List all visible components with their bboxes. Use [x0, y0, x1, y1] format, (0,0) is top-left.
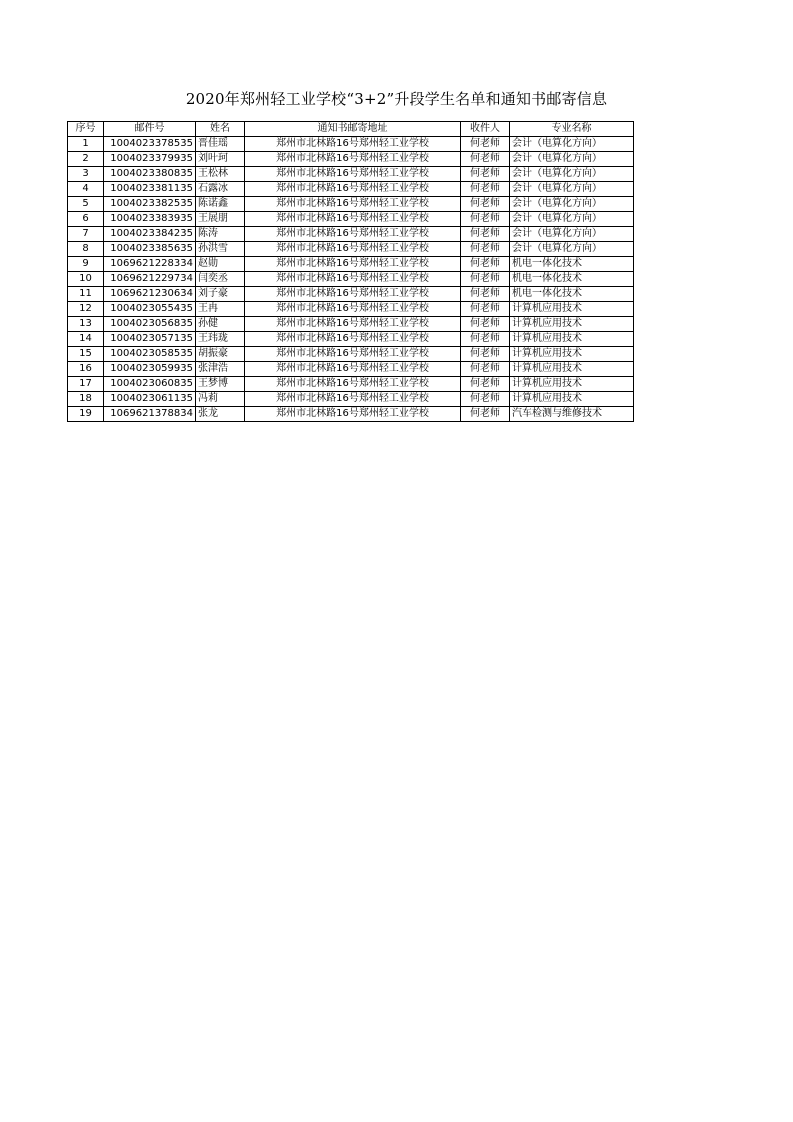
cell-mail-no: 1004023060835 [104, 377, 196, 392]
cell-mail-no: 1004023379935 [104, 152, 196, 167]
cell-major: 计算机应用技术 [510, 347, 634, 362]
cell-major: 会计（电算化方向） [510, 212, 634, 227]
cell-seq: 3 [68, 167, 104, 182]
cell-seq: 8 [68, 242, 104, 257]
cell-address: 郑州市北林路16号郑州轻工业学校 [245, 242, 461, 257]
cell-recipient: 何老师 [461, 272, 510, 287]
table-row [68, 407, 634, 422]
table-row [68, 182, 634, 197]
cell-name: 赵勋 [196, 257, 245, 272]
header-recipient: 收件人 [461, 122, 510, 137]
cell-name: 晋佳瑶 [196, 137, 245, 152]
header-name: 姓名 [196, 122, 245, 137]
cell-recipient: 何老师 [461, 242, 510, 257]
cell-major: 会计（电算化方向） [510, 137, 634, 152]
cell-major: 会计（电算化方向） [510, 182, 634, 197]
cell-address: 郑州市北林路16号郑州轻工业学校 [245, 197, 461, 212]
cell-mail-no: 1004023055435 [104, 302, 196, 317]
cell-name: 刘叶珂 [196, 152, 245, 167]
cell-major: 计算机应用技术 [510, 362, 634, 377]
header-mail-no: 邮件号 [104, 122, 196, 137]
cell-recipient: 何老师 [461, 407, 510, 422]
table-row [68, 227, 634, 242]
cell-address: 郑州市北林路16号郑州轻工业学校 [245, 137, 461, 152]
cell-major: 计算机应用技术 [510, 332, 634, 347]
cell-name: 胡振豪 [196, 347, 245, 362]
cell-address: 郑州市北林路16号郑州轻工业学校 [245, 317, 461, 332]
cell-address: 郑州市北林路16号郑州轻工业学校 [245, 272, 461, 287]
cell-mail-no: 1004023378535 [104, 137, 196, 152]
header-address: 通知书邮寄地址 [245, 122, 461, 137]
cell-recipient: 何老师 [461, 317, 510, 332]
cell-name: 孙健 [196, 317, 245, 332]
table-row [68, 392, 634, 407]
cell-seq: 5 [68, 197, 104, 212]
cell-seq: 18 [68, 392, 104, 407]
table-row [68, 257, 634, 272]
cell-name: 王梦博 [196, 377, 245, 392]
cell-major: 汽车检测与维修技术 [510, 407, 634, 422]
cell-recipient: 何老师 [461, 227, 510, 242]
cell-major: 会计（电算化方向） [510, 227, 634, 242]
cell-mail-no: 1069621378834 [104, 407, 196, 422]
cell-address: 郑州市北林路16号郑州轻工业学校 [245, 152, 461, 167]
table-row [68, 272, 634, 287]
cell-seq: 13 [68, 317, 104, 332]
cell-mail-no: 1069621229734 [104, 272, 196, 287]
cell-address: 郑州市北林路16号郑州轻工业学校 [245, 332, 461, 347]
cell-mail-no: 1004023385635 [104, 242, 196, 257]
cell-recipient: 何老师 [461, 302, 510, 317]
table-row [68, 362, 634, 377]
table-row [68, 197, 634, 212]
cell-recipient: 何老师 [461, 392, 510, 407]
table-row [68, 167, 634, 182]
table-row [68, 302, 634, 317]
cell-name: 冯莉 [196, 392, 245, 407]
cell-mail-no: 1004023381135 [104, 182, 196, 197]
cell-name: 张龙 [196, 407, 245, 422]
table-row [68, 317, 634, 332]
cell-name: 王冉 [196, 302, 245, 317]
cell-major: 会计（电算化方向） [510, 167, 634, 182]
cell-address: 郑州市北林路16号郑州轻工业学校 [245, 377, 461, 392]
header-major: 专业名称 [510, 122, 634, 137]
cell-major: 机电一体化技术 [510, 272, 634, 287]
cell-mail-no: 1004023057135 [104, 332, 196, 347]
table-header-row [68, 122, 634, 137]
cell-seq: 19 [68, 407, 104, 422]
cell-seq: 7 [68, 227, 104, 242]
cell-major: 计算机应用技术 [510, 317, 634, 332]
cell-recipient: 何老师 [461, 182, 510, 197]
cell-major: 计算机应用技术 [510, 302, 634, 317]
cell-name: 闫奕丞 [196, 272, 245, 287]
cell-major: 机电一体化技术 [510, 257, 634, 272]
cell-mail-no: 1004023380835 [104, 167, 196, 182]
cell-address: 郑州市北林路16号郑州轻工业学校 [245, 392, 461, 407]
cell-name: 孙洪雪 [196, 242, 245, 257]
cell-name: 王玮珑 [196, 332, 245, 347]
cell-recipient: 何老师 [461, 137, 510, 152]
cell-address: 郑州市北林路16号郑州轻工业学校 [245, 407, 461, 422]
cell-seq: 16 [68, 362, 104, 377]
cell-seq: 12 [68, 302, 104, 317]
cell-recipient: 何老师 [461, 362, 510, 377]
cell-name: 陈涛 [196, 227, 245, 242]
cell-recipient: 何老师 [461, 197, 510, 212]
cell-recipient: 何老师 [461, 167, 510, 182]
cell-major: 计算机应用技术 [510, 392, 634, 407]
cell-address: 郑州市北林路16号郑州轻工业学校 [245, 227, 461, 242]
cell-major: 会计（电算化方向） [510, 242, 634, 257]
cell-name: 石露冰 [196, 182, 245, 197]
table-row [68, 287, 634, 302]
cell-seq: 2 [68, 152, 104, 167]
table-row [68, 332, 634, 347]
cell-mail-no: 1004023383935 [104, 212, 196, 227]
cell-mail-no: 1004023382535 [104, 197, 196, 212]
header-seq: 序号 [68, 122, 104, 137]
cell-seq: 1 [68, 137, 104, 152]
cell-recipient: 何老师 [461, 152, 510, 167]
cell-mail-no: 1069621228334 [104, 257, 196, 272]
cell-seq: 14 [68, 332, 104, 347]
table-row [68, 152, 634, 167]
cell-address: 郑州市北林路16号郑州轻工业学校 [245, 167, 461, 182]
cell-seq: 11 [68, 287, 104, 302]
cell-mail-no: 1004023056835 [104, 317, 196, 332]
cell-recipient: 何老师 [461, 257, 510, 272]
cell-address: 郑州市北林路16号郑州轻工业学校 [245, 182, 461, 197]
cell-major: 会计（电算化方向） [510, 197, 634, 212]
cell-name: 王展朋 [196, 212, 245, 227]
cell-address: 郑州市北林路16号郑州轻工业学校 [245, 257, 461, 272]
cell-major: 机电一体化技术 [510, 287, 634, 302]
cell-mail-no: 1004023059935 [104, 362, 196, 377]
cell-recipient: 何老师 [461, 332, 510, 347]
cell-seq: 10 [68, 272, 104, 287]
cell-address: 郑州市北林路16号郑州轻工业学校 [245, 287, 461, 302]
cell-seq: 9 [68, 257, 104, 272]
cell-recipient: 何老师 [461, 212, 510, 227]
cell-mail-no: 1004023058535 [104, 347, 196, 362]
cell-recipient: 何老师 [461, 347, 510, 362]
cell-seq: 17 [68, 377, 104, 392]
table-row [68, 347, 634, 362]
table-row [68, 212, 634, 227]
cell-major: 会计（电算化方向） [510, 152, 634, 167]
cell-address: 郑州市北林路16号郑州轻工业学校 [245, 302, 461, 317]
cell-seq: 4 [68, 182, 104, 197]
cell-name: 张津浩 [196, 362, 245, 377]
document-title: 2020年郑州轻工业学校“3+2”升段学生名单和通知书邮寄信息 [185, 90, 608, 108]
cell-seq: 6 [68, 212, 104, 227]
table-row [68, 377, 634, 392]
cell-address: 郑州市北林路16号郑州轻工业学校 [245, 347, 461, 362]
cell-mail-no: 1069621230634 [104, 287, 196, 302]
cell-seq: 15 [68, 347, 104, 362]
cell-recipient: 何老师 [461, 377, 510, 392]
table-row [68, 242, 634, 257]
cell-major: 计算机应用技术 [510, 377, 634, 392]
cell-name: 陈诺鑫 [196, 197, 245, 212]
table-row [68, 137, 634, 152]
cell-mail-no: 1004023061135 [104, 392, 196, 407]
student-mailing-table [67, 121, 634, 422]
cell-address: 郑州市北林路16号郑州轻工业学校 [245, 212, 461, 227]
cell-mail-no: 1004023384235 [104, 227, 196, 242]
cell-name: 刘子豪 [196, 287, 245, 302]
cell-recipient: 何老师 [461, 287, 510, 302]
table-body [68, 137, 634, 422]
cell-name: 王松林 [196, 167, 245, 182]
cell-address: 郑州市北林路16号郑州轻工业学校 [245, 362, 461, 377]
